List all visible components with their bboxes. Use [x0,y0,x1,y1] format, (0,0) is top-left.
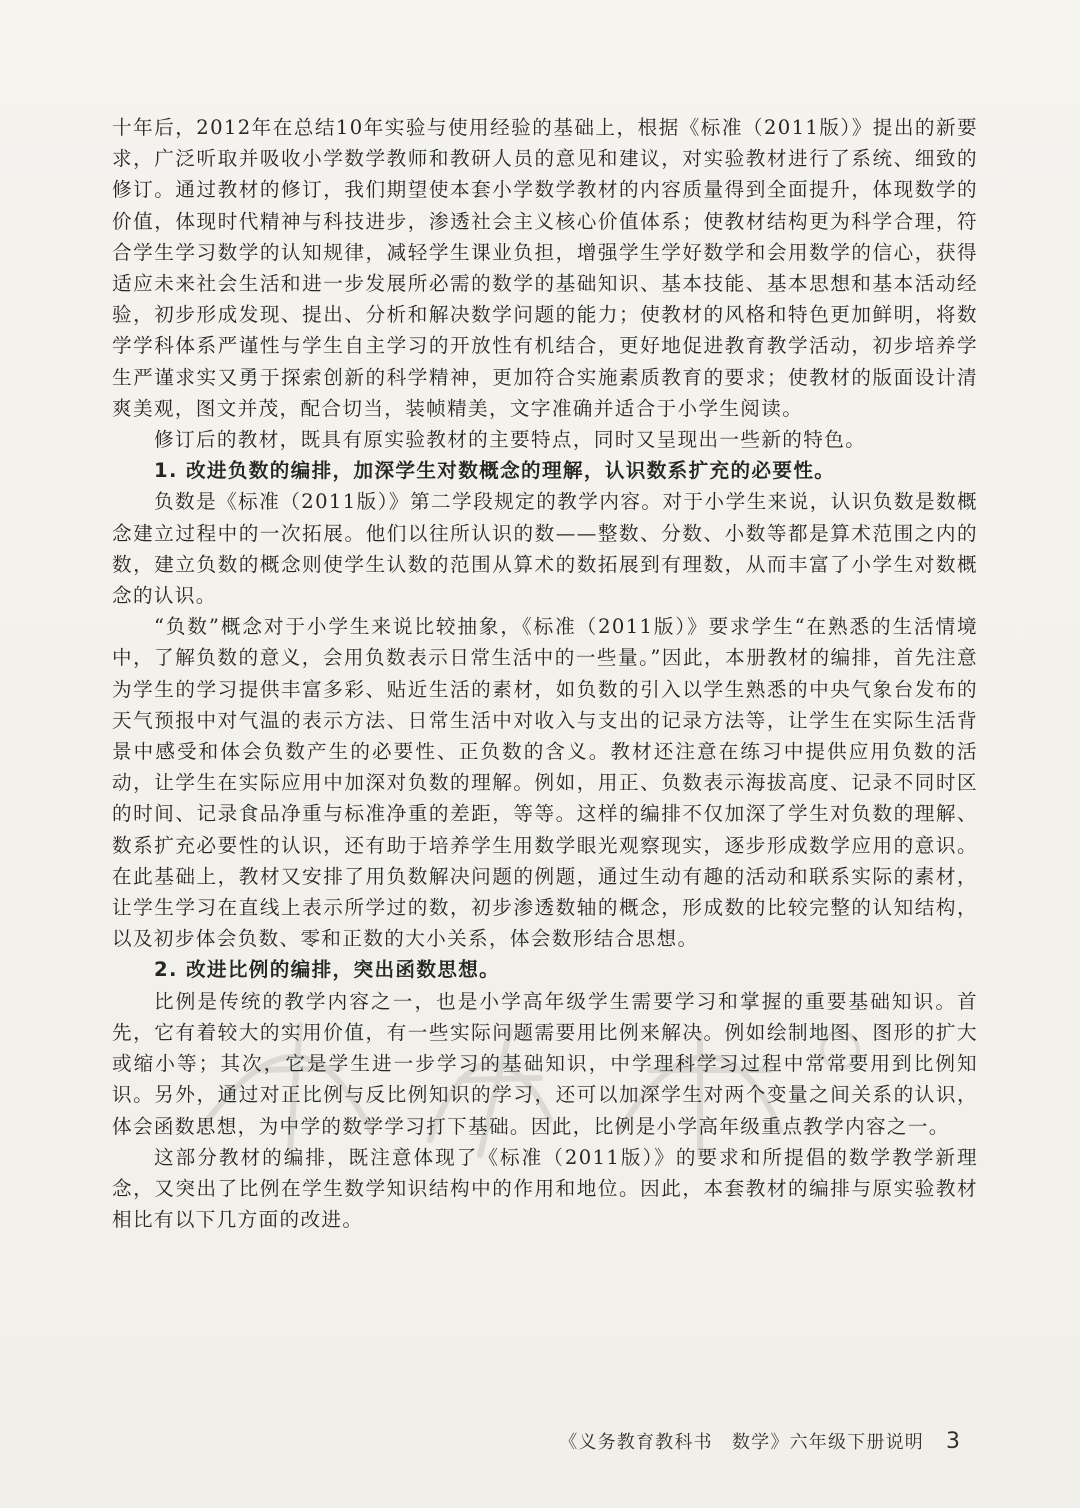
section-heading-2: 2. 改进比例的编排，突出函数思想。 [154,958,501,982]
body-text [112,112,978,1235]
paragraph-negative-numbers-detail: “负数”概念对于小学生来说比较抽象，《标准（2011版）》要求学生“在熟悉的生活情境中，了解负数的意义，会用负数表示日常生活中的一些量。”因此，本册教材的编排，首先注意为学生的学习提供丰富多彩、贴近生活的素材，如负数的引入以学生熟悉的中央气象台发布的天气预报中对气温的表示方法、日常生活中对收入与支出的记录方法等，让学生在实际生活背景中感受和体会负数产生的必要性、正负数的含义。教材还注意在练习中提供应用负数的活动，让学生在实际应用中加深对负数的理解。例如，用正、负数表示海拔高度、记录不同时区的时间、记录食品净重与标准净重的差距，等等。这样的编排不仅加深了学生对负数的理解、数系扩充必要性的认识，还有助于培养学生用数学眼光观察现实，逐步形成数学应用的意识。在此基础上，教材又安排了用负数解决问题的例题，通过生动有趣的活动和联系实际的素材，让学生学习在直线上表示所学过的数，初步渗透数轴的概念，形成数的比较完整的认知结构，以及初步体会负数、零和正数的大小关系，体会数形结合思想。 [112,615,978,951]
paragraph-ratio-intro: 比例是传统的教学内容之一，也是小学高年级学生需要学习和掌握的重要基础知识。首先，它有着较大的实用价值，有一些实际问题需要用比例来解决。例如绘制地图、图形的扩大或缩小等；其次，它是学生进一步学习的基础知识，中学理科学习过程中常常要用到比例知识。另外，通过对正比例与反比例知识的学习，还可以加深学生对两个变量之间关系的认识，体会函数思想，为中学的数学学习打下基础。因此，比例是小学高年级重点教学内容之一。 [112,989,978,1138]
page-number: 3 [946,1429,960,1454]
page-footer [559,1428,960,1454]
paragraph-intro: 十年后，2012年在总结10年实验与使用经验的基础上，根据《标准（2011版）》提出的新要求，广泛听取并吸收小学数学教师和教研人员的意见和建议，对实验教材进行了系统、细致的修订。通过教材的修订，我们期望使本套小学数学教材的内容质量得到全面提升，体现数学的价值，体现时代精神与科技进步，渗透社会主义核心价值体系；使教材结构更为科学合理，符合学生学习数学的认知规律，减轻学生课业负担，增强学生学好数学和会用数学的信心，获得适应未来社会生活和进一步发展所必需的数学的基础知识、基本技能、基本思想和基本活动经验，初步形成发现、提出、分析和解决数学问题的能力；使教材的风格和特色更加鲜明，将数学学科体系严谨性与学生自主学习的开放性有机结合，更好地促进教育教学活动，初步培养学生严谨求实又勇于探索创新的科学精神，更加符合实施素质教育的要求；使教材的版面设计清爽美观，图文并茂，配合切当，装帧精美，文字准确并适合于小学生阅读。 [112,116,978,420]
footer-title: 《义务教育教科书 数学》六年级下册说明 [559,1432,924,1453]
section-heading-1: 1. 改进负数的编排，加深学生对数概念的理解，认识数系扩充的必要性。 [154,459,836,483]
paragraph-negative-numbers-intro: 负数是《标准（2011版）》第二学段规定的教学内容。对于小学生来说，认识负数是数概念建立过程中的一次拓展。他们以往所认识的数——整数、分数、小数等都是算术范围之内的数，建立负数的概念则使学生认数的范围从算术的数拓展到有理数，从而丰富了小学生对数概念的认识。 [112,490,978,608]
paragraph-ratio-improvements: 这部分教材的编排，既注意体现了《标准（2011版）》的要求和所提倡的数学教学新理念，又突出了比例在学生数学知识结构中的作用和地位。因此，本套教材的编排与原实验教材相比有以下几方面的改进。 [112,1145,978,1232]
paragraph-revision-features: 修订后的教材，既具有原实验教材的主要特点，同时又呈现出一些新的特色。 [154,428,867,452]
